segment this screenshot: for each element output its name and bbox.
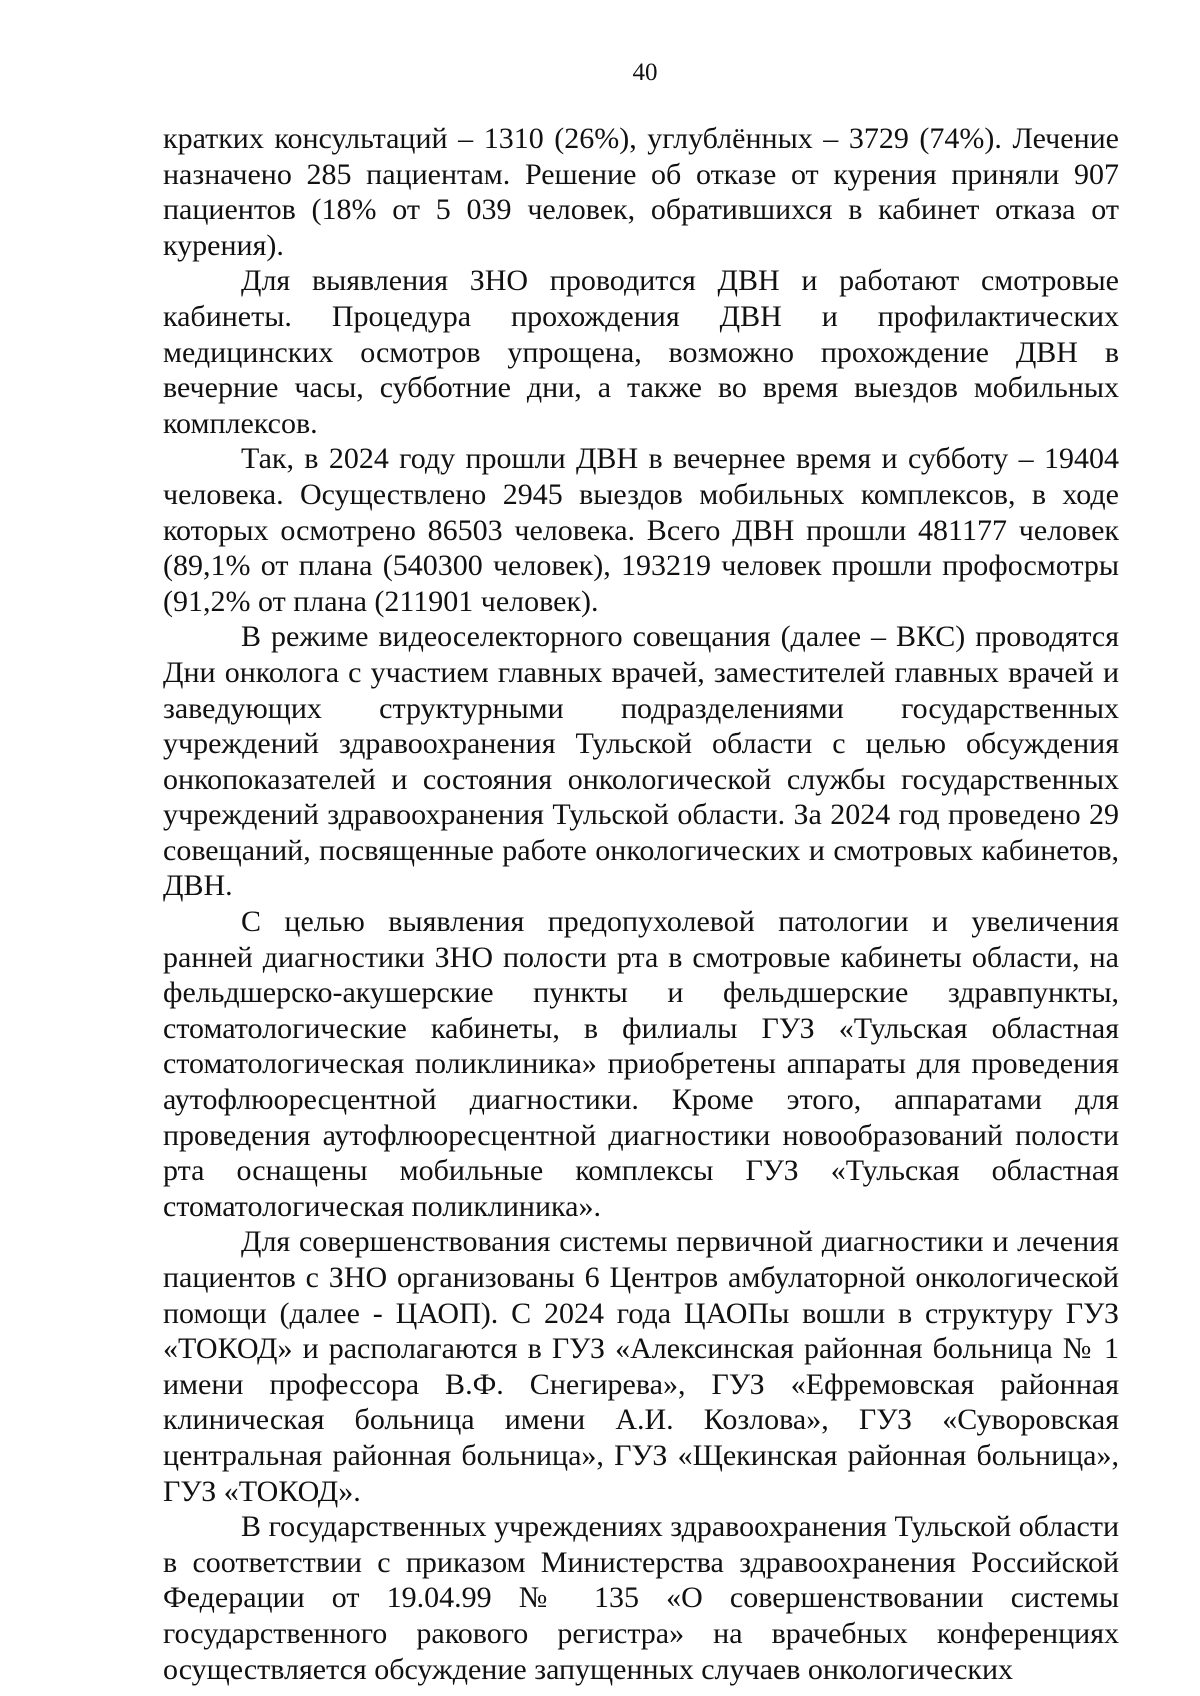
paragraph: В государственных учреждениях здравоохранения Тульской области в соответствии с приказом Министерства здравоохранения Российской Федерации от 19.04.99 № 135 «О совершенствовании системы государственного ракового регистра» на врачебных конференциях осуществляется обсуждение запущенных случаев онкологических [163,1510,1119,1686]
paragraph: кратких консультаций – 1310 (26%), углублённых – 3729 (74%). Лечение назначено 285 пациентам. Решение об отказе от курения приняли 907 пациентов (18% от 5 039 человек, обратившихся в кабинет отказа от курения). [163,122,1119,262]
paragraph: В режиме видеоселекторного совещания (далее – ВКС) проводятся Дни онколога с участием главных врачей, заместителей главных врачей и заведующих структурными подразделениями государственных учреждений здравоохранения Тульской области с целью обсуждения онкопоказателей и состояния онкологической службы государственных учреждений здравоохранения Тульской области. За 2024 год проведено 29 совещаний, посвященные работе онкологических и смотровых кабинетов, ДВН. [163,620,1119,903]
paragraph: Для выявления ЗНО проводится ДВН и работают смотровые кабинеты. Процедура прохождения ДВН и профилактических медицинских осмотров упрощена, возможно прохождение ДВН в вечерние часы, субботние дни, а также во время выездов мобильных комплексов. [163,264,1119,440]
document-body [163,121,1119,1687]
paragraph: Для совершенствования системы первичной диагностики и лечения пациентов с ЗНО организованы 6 Центров амбулаторной онкологической помощи (далее - ЦАОП). С 2024 года ЦАОПы вошли в структуру ГУЗ «ТОКОД» и располагаются в ГУЗ «Алексинская районная больница № 1 имени профессора В.Ф. Снегирева», ГУЗ «Ефремовская районная клиническая больница имени А.И. Козлова», ГУЗ «Суворовская центральная районная больница», ГУЗ «Щекинская районная больница», ГУЗ «ТОКОД». [163,1225,1119,1508]
page-number: 40 [632,59,658,86]
paragraph: Так, в 2024 году прошли ДВН в вечернее время и субботу – 19404 человека. Осуществлено 2945 выездов мобильных комплексов, в ходе которых осмотрено 86503 человека. Всего ДВН прошли 481177 человек (89,1% от плана (540300 человек), 193219 человек прошли профосмотры (91,2% от плана (211901 человек). [163,442,1119,618]
paragraph: С целью выявления предопухолевой патологии и увеличения ранней диагностики ЗНО полости рта в смотровые кабинеты области, на фельдшерско-акушерские пункты и фельдшерские здравпункты, стоматологические кабинеты, в филиалы ГУЗ «Тульская областная стоматологическая поликлиника» приобретены аппараты для проведения аутофлюоресцентной диагностики. Кроме этого, аппаратами для проведения аутофлюоресцентной диагностики новообразований полости рта оснащены мобильные комплексы ГУЗ «Тульская областная стоматологическая поликлиника». [163,905,1119,1223]
